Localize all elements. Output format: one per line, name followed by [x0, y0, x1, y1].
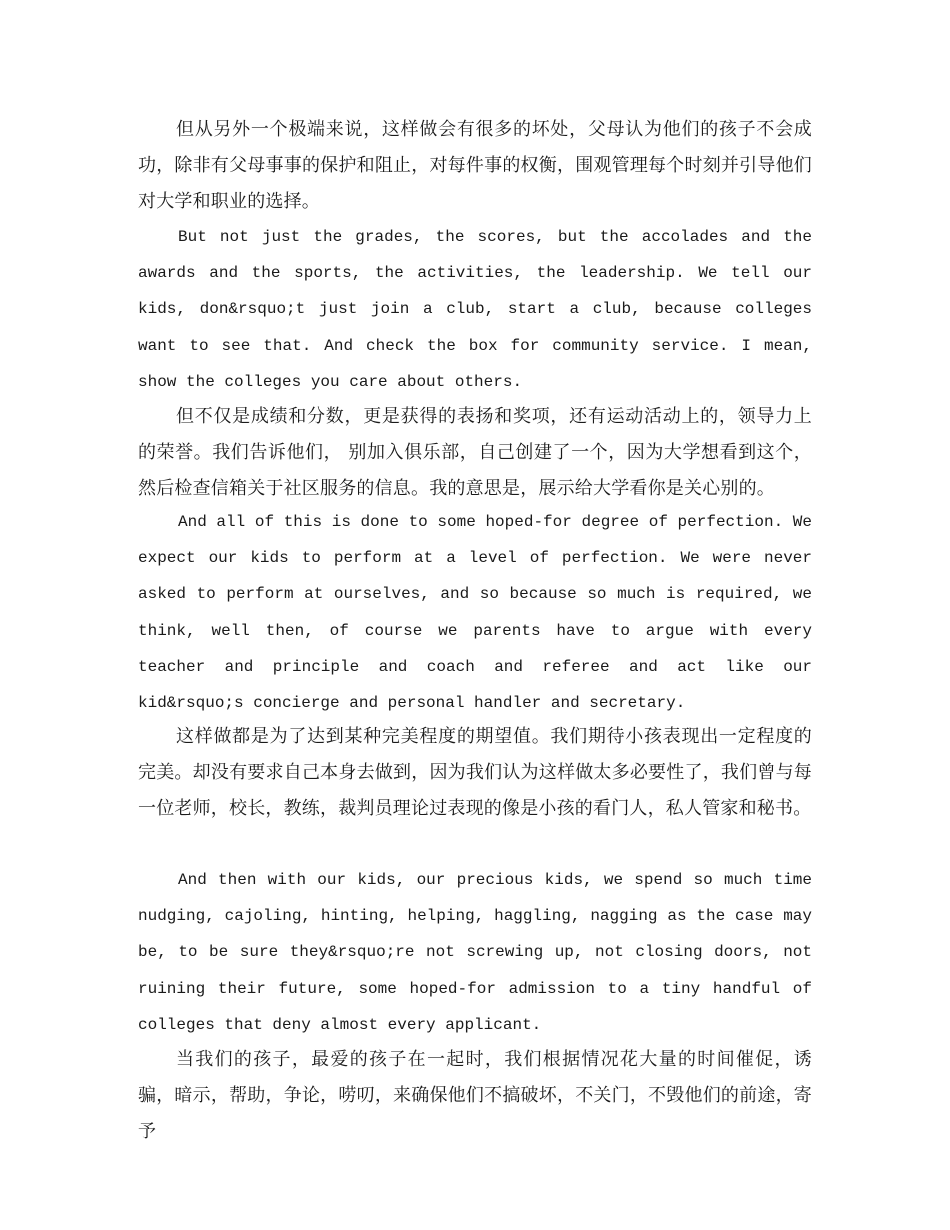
- paragraph-en-3: And then with our kids, our precious kids, we spend so much time nudging, cajoling, hinting, helping, haggling, nagging as the case may be, to be sure they&rsquo;re not screwing up, not closing doors, not ruining their future, some hoped-for admission to a tiny handful of colleges that deny almost every applicant.: [138, 871, 812, 1034]
- paragraph-zh-2: 但不仅是成绩和分数，更是获得的表扬和奖项，还有运动活动上的，领导力上的荣誉。我们告诉他们， 别加入俱乐部，自己创建了一个，因为大学想看到这个，然后检查信箱关于社区服务的信息。我的意思是，展示给大学看你是关心别的。: [138, 406, 812, 499]
- paragraph-en-1: But not just the grades, the scores, but the accolades and the awards and the sports, the activities, the leadership. We tell our kids, don&rsquo;t just join a club, start a club, because colleges want to see that. And check the box for community service. I mean, show the colleges you care about others.: [138, 228, 812, 391]
- paragraph-en-2: And all of this is done to some hoped-for degree of perfection. We expect our kids to perform at a level of perfection. We were never asked to perform at ourselves, and so because so much is required, we think, well then, of course we parents have to argue with every teacher and principle and coach and referee and act like our kid&rsquo;s concierge and personal handler and secretary.: [138, 513, 812, 713]
- paragraph-zh-3: 这样做都是为了达到某种完美程度的期望值。我们期待小孩表现出一定程度的完美。却没有要求自己本身去做到，因为我们认为这样做太多必要性了，我们曾与每一位老师，校长，教练，裁判员理论过表现的像是小孩的看门人，私人管家和秘书。: [138, 726, 812, 819]
- paragraph-zh-4: 当我们的孩子，最爱的孩子在一起时，我们根据情况花大量的时间催促，诱骗，暗示，帮助，争论，唠叨，来确保他们不搞破坏，不关门，不毁他们的前途，寄予: [138, 1049, 812, 1142]
- paragraph-zh-1: 但从另外一个极端来说，这样做会有很多的坏处，父母认为他们的孩子不会成功，除非有父母事事的保护和阻止，对每件事的权衡，围观管理每个时刻并引导他们对大学和职业的选择。: [138, 119, 812, 212]
